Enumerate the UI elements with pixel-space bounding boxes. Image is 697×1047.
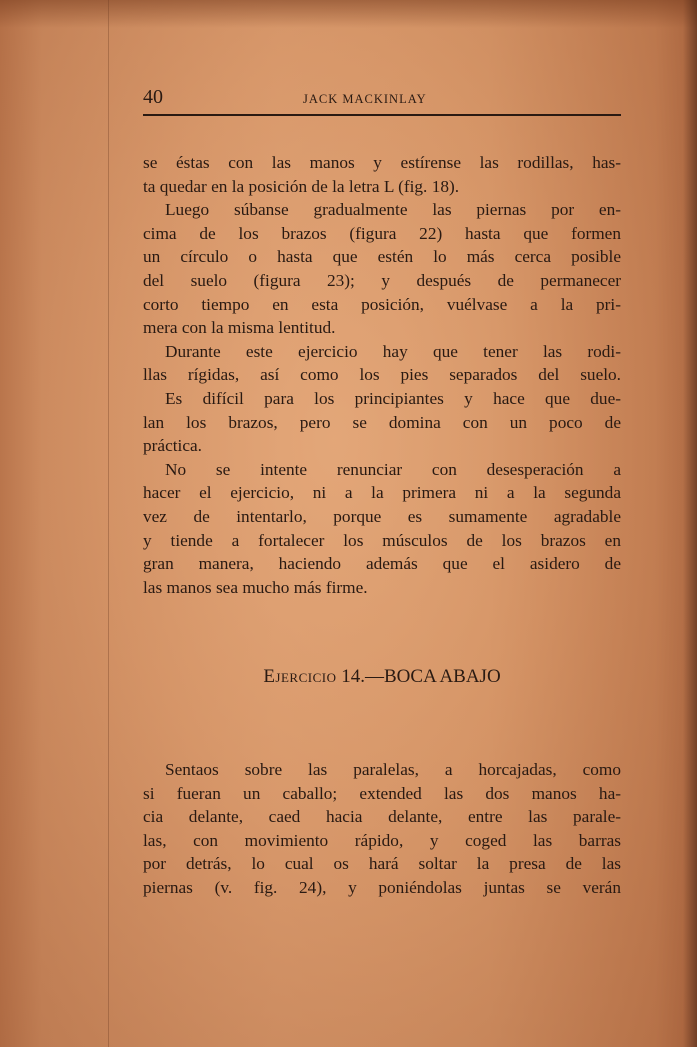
body-text-bottom — [143, 758, 621, 900]
text-line: Durante este ejercicio hay que tener las rodi- — [165, 341, 621, 361]
text-line: se éstas con las manos y estírense las rodillas, has- — [143, 153, 621, 172]
text-line: práctica. — [143, 436, 202, 456]
exercise-heading — [143, 665, 621, 689]
page-fold-line — [108, 0, 109, 1047]
header-rule — [143, 114, 621, 116]
text-line: cima de los brazos (figura 22) hasta que formen — [143, 223, 621, 243]
exercise-label: Ejercicio — [263, 666, 337, 687]
text-line: lan los brazos, pero se domina con un poco de — [143, 412, 621, 432]
text-line: del suelo (figura 23); y después de permanecer — [143, 270, 621, 290]
text-line: si fueran un caballo; extended las dos manos ha- — [143, 783, 621, 803]
text-line: llas rígidas, así como los pies separados del suelo. — [143, 365, 621, 385]
running-head: JACK MACKINLAY — [303, 92, 427, 106]
text-line: vez de intentarlo, porque es sumamente agradable — [143, 506, 621, 526]
text-line: mera con la misma lentitud. — [143, 318, 336, 338]
text-line: piernas (v. fig. 24), y poniéndolas juntas se verán — [143, 877, 621, 897]
text-line: las, con movimiento rápido, y coged las barras — [143, 830, 621, 850]
exercise-title: 14.—BOCA ABAJO — [341, 666, 501, 687]
text-line: por detrás, lo cual os hará soltar la presa de las — [143, 854, 621, 874]
body-text-top — [143, 151, 621, 599]
text-line: No se intente renunciar con desesperación a — [165, 459, 621, 479]
page-header — [143, 86, 621, 112]
text-line: cia delante, caed hacia delante, entre las parale- — [143, 807, 621, 827]
page-number: 40 — [143, 86, 163, 108]
text-line: y tiende a fortalecer los músculos de los brazos en — [143, 530, 621, 550]
text-line: un círculo o hasta que estén lo más cerca posible — [143, 247, 621, 267]
text-line: las manos sea mucho más firme. — [143, 577, 368, 597]
text-line: gran manera, haciendo además que el asidero de — [143, 554, 621, 574]
text-line: Luego súbanse gradualmente las piernas por en- — [165, 200, 621, 220]
text-line: corto tiempo en esta posición, vuélvase a la pri- — [143, 294, 621, 314]
text-line: Sentaos sobre las paralelas, a horcajadas, como — [165, 760, 621, 779]
text-line: Es difícil para los principiantes y hace que due- — [165, 388, 621, 408]
text-line: hacer el ejercicio, ni a la primera ni a la segunda — [143, 483, 621, 503]
text-line: ta quedar en la posición de la letra L (fig. 18). — [143, 176, 460, 196]
